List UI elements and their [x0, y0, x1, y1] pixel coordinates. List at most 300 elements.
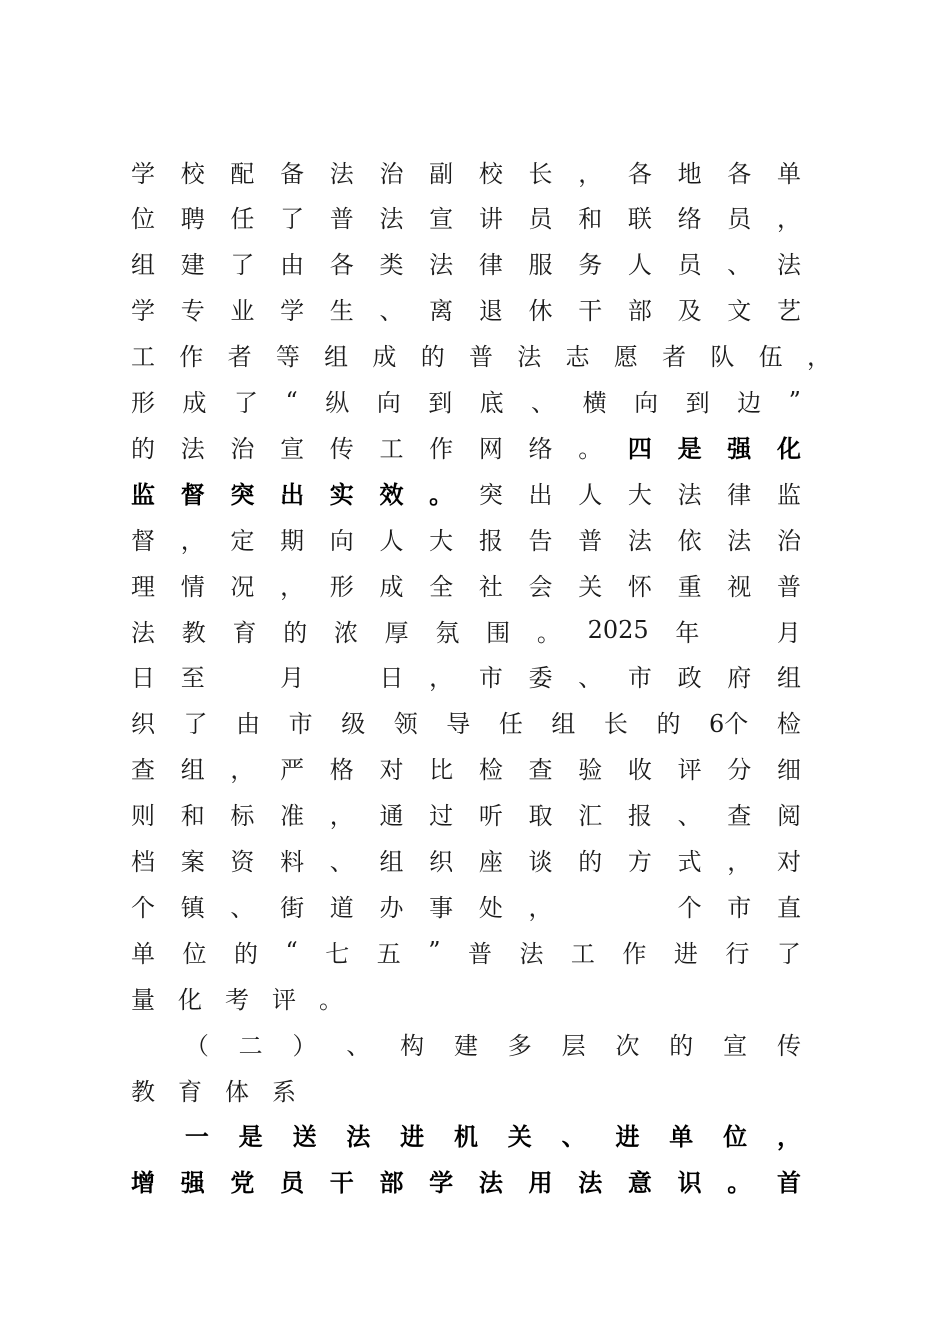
text-glyph: 网: [478, 434, 503, 463]
text-glyph: 组: [180, 756, 205, 785]
text-glyph: 教: [131, 1077, 155, 1106]
text-line: [131, 151, 801, 191]
text-glyph: 和: [578, 205, 603, 234]
text-glyph: 年: [675, 618, 700, 647]
bold-text-glyph: 一: [184, 1122, 209, 1152]
bold-text-glyph: 意: [627, 1168, 652, 1198]
text-glyph: 取: [528, 802, 553, 831]
text-line: [131, 197, 801, 237]
text-glyph: 的: [131, 434, 155, 463]
text-glyph: 个: [677, 893, 702, 922]
text-glyph: 氛: [435, 618, 460, 647]
text-glyph: 依: [677, 526, 702, 555]
text-glyph: 普: [578, 526, 603, 555]
text-line: [131, 518, 801, 558]
text-glyph: 准: [280, 802, 305, 831]
bold-text-glyph: 干: [329, 1168, 354, 1198]
text-glyph: 学: [131, 159, 155, 188]
text-glyph: 作: [429, 434, 454, 463]
text-glyph: 、: [230, 893, 255, 922]
text-glyph: （: [184, 1031, 209, 1060]
bold-text-glyph: 法: [478, 1168, 503, 1198]
text-glyph: 配: [230, 159, 255, 188]
text-glyph: 告: [528, 526, 553, 555]
text-glyph: 的: [420, 343, 445, 372]
text-glyph: ，: [329, 802, 354, 831]
text-glyph: 普: [467, 939, 492, 968]
text-glyph: 系: [272, 1077, 296, 1106]
text-glyph: 细: [776, 756, 801, 785]
text-line: [131, 1115, 801, 1155]
text-glyph: 各: [727, 159, 752, 188]
bold-text-glyph: 、: [561, 1122, 586, 1152]
text-glyph: ）: [292, 1031, 317, 1060]
text-glyph: 组: [324, 343, 349, 372]
text-glyph: 边: [737, 389, 762, 417]
text-glyph: 量: [131, 985, 155, 1014]
text-glyph: 层: [561, 1031, 586, 1060]
text-glyph: 联: [627, 205, 652, 234]
text-glyph: 评: [677, 756, 702, 785]
text-glyph: ，: [230, 756, 255, 785]
text-glyph: 座: [478, 848, 503, 876]
text-glyph: 法: [517, 343, 542, 372]
text-glyph: 育: [232, 618, 257, 647]
bold-text-glyph: 强: [727, 433, 752, 463]
bold-text-glyph: 督: [180, 479, 205, 509]
bold-text-glyph: 识: [677, 1168, 702, 1198]
text-glyph: 学: [280, 297, 305, 326]
text-glyph: 标: [230, 802, 255, 831]
bold-text-glyph: 单: [669, 1122, 694, 1152]
bold-text-glyph: 进: [615, 1122, 640, 1152]
text-glyph: 法: [379, 205, 404, 234]
text-glyph: 法: [727, 526, 752, 555]
text-glyph: 治: [379, 159, 404, 188]
text-glyph: 督: [131, 526, 155, 555]
text-glyph: 成: [372, 343, 397, 372]
text-glyph: 、: [727, 251, 752, 280]
text-glyph: 员: [528, 205, 553, 234]
text-glyph: 退: [478, 297, 503, 326]
text-glyph: ”: [788, 386, 801, 415]
text-glyph: 汇: [578, 802, 603, 831]
text-glyph: 领: [393, 710, 418, 739]
text-glyph: 志: [565, 343, 590, 372]
text-glyph: 对: [379, 756, 404, 785]
bold-text-glyph: 法: [578, 1168, 603, 1198]
text-glyph: 阅: [776, 802, 801, 831]
text-glyph: 成: [182, 389, 207, 417]
text-glyph: 。: [536, 618, 561, 647]
bold-text-glyph: 。: [429, 479, 454, 509]
bold-text-glyph: ，: [776, 1122, 801, 1152]
text-line: [131, 1161, 801, 1201]
text-glyph: 长: [603, 710, 628, 739]
text-glyph: 形: [131, 389, 155, 417]
text-glyph: 处: [478, 893, 503, 922]
text-glyph: 向: [329, 526, 354, 555]
text-glyph: 了: [280, 205, 305, 234]
text-glyph: 者: [227, 343, 252, 372]
text-glyph: 等: [275, 343, 300, 372]
text-glyph: 了: [183, 710, 208, 739]
text-line: [131, 335, 831, 375]
text-glyph: 工: [379, 434, 404, 463]
text-glyph: 个: [131, 893, 155, 922]
text-glyph: 日: [379, 664, 404, 693]
text-glyph: 化: [178, 985, 202, 1014]
text-glyph: 道: [329, 893, 354, 922]
bold-text-glyph: 出: [280, 479, 305, 509]
bold-text-glyph: 是: [238, 1122, 263, 1152]
text-glyph: 况: [230, 572, 255, 601]
bold-text-glyph: 化: [776, 433, 801, 463]
text-glyph: 政: [677, 664, 702, 693]
text-glyph: 谈: [528, 848, 553, 876]
text-glyph: 育: [178, 1077, 202, 1106]
text-glyph: 建: [180, 251, 205, 280]
bold-text-glyph: 学: [429, 1168, 454, 1198]
text-glyph: 行: [725, 939, 750, 968]
text-glyph: 检: [776, 710, 801, 739]
bold-text-glyph: 监: [131, 479, 155, 509]
text-glyph: 文: [727, 297, 752, 326]
text-glyph: 的: [656, 710, 681, 739]
text-glyph: 各: [329, 251, 354, 280]
text-glyph: 直: [776, 893, 801, 922]
text-glyph: 听: [478, 802, 503, 831]
bold-text-glyph: 关: [507, 1122, 532, 1152]
bold-text-glyph: 。: [727, 1168, 752, 1198]
text-glyph: 离: [429, 297, 454, 326]
text-glyph: 任: [230, 205, 255, 234]
text-glyph: 市: [288, 710, 313, 739]
text-glyph: 校: [478, 159, 503, 188]
text-glyph: 月: [776, 618, 801, 647]
text-glyph: 对: [776, 848, 801, 876]
text-glyph: 队: [710, 343, 735, 372]
bold-text-glyph: 四: [627, 433, 652, 463]
text-glyph: 纵: [325, 389, 350, 417]
text-glyph: 考: [225, 985, 249, 1014]
text-glyph: 料: [280, 848, 305, 876]
text-glyph: 学: [131, 297, 155, 326]
text-glyph: 组: [379, 848, 404, 876]
text-line: [131, 289, 801, 329]
text-glyph: 资: [230, 848, 255, 876]
bold-text-glyph: 增: [131, 1168, 155, 1198]
text-glyph: ，: [776, 205, 801, 234]
text-glyph: 定: [230, 526, 255, 555]
text-line: [131, 472, 801, 512]
text-glyph: 地: [677, 159, 702, 188]
bold-text-glyph: 效: [379, 479, 404, 509]
text-glyph: 宣: [280, 434, 305, 463]
text-glyph: 聘: [180, 205, 205, 234]
text-glyph: 单: [131, 939, 155, 968]
text-glyph: 人: [379, 526, 404, 555]
text-glyph: 了: [230, 251, 255, 280]
text-glyph: 报: [478, 526, 503, 555]
text-glyph: 络: [677, 205, 702, 234]
text-line: [131, 931, 801, 971]
text-glyph: 大: [627, 480, 652, 509]
text-glyph: 月: [280, 664, 305, 693]
text-glyph: 到: [428, 389, 453, 417]
text-glyph: 治: [776, 526, 801, 555]
text-glyph: 教: [181, 618, 206, 647]
text-line: [131, 1023, 801, 1063]
text-line: [131, 702, 801, 742]
text-glyph: 市: [727, 893, 752, 922]
text-glyph: 的: [578, 848, 603, 876]
text-glyph: 工: [570, 939, 595, 968]
text-glyph: 镇: [180, 893, 205, 922]
text-glyph: 大: [429, 526, 454, 555]
text-glyph: 、: [677, 802, 702, 831]
text-glyph: 评: [272, 985, 296, 1014]
text-glyph: 休: [528, 297, 553, 326]
text-glyph: 体: [225, 1077, 249, 1106]
text-glyph: 市: [478, 664, 503, 693]
text-glyph: 围: [486, 618, 511, 647]
bold-text-glyph: 强: [180, 1168, 205, 1198]
text-line: [131, 977, 801, 1017]
text-glyph: 级: [341, 710, 366, 739]
text-glyph: 形: [329, 572, 354, 601]
text-glyph: 法: [519, 939, 544, 968]
text-glyph: ，: [180, 526, 205, 555]
text-glyph: 位: [131, 205, 155, 234]
text-glyph: 视: [727, 572, 752, 601]
text-glyph: 备: [280, 159, 305, 188]
text-glyph: 会: [528, 572, 553, 601]
text-glyph: 业: [230, 297, 255, 326]
text-glyph: 横: [582, 389, 607, 417]
text-line: [131, 610, 801, 650]
text-line: [131, 1069, 801, 1109]
text-glyph: 分: [727, 756, 752, 785]
text-glyph: 至: [180, 664, 205, 693]
text-glyph: 传: [776, 1031, 801, 1060]
bold-text-glyph: 机: [453, 1122, 478, 1152]
text-glyph: 校: [180, 159, 205, 188]
text-glyph: 建: [453, 1031, 478, 1060]
text-glyph: 重: [677, 572, 702, 601]
text-glyph: 底: [479, 389, 504, 417]
text-glyph: 全: [429, 572, 454, 601]
text-glyph: 日: [131, 664, 155, 693]
text-glyph: 次: [615, 1031, 640, 1060]
text-glyph: 讲: [478, 205, 503, 234]
text-glyph: ，: [806, 343, 831, 372]
text-glyph: 副: [429, 159, 454, 188]
text-glyph: 式: [677, 848, 702, 876]
bold-text-glyph: 首: [776, 1168, 801, 1198]
text-glyph: 。: [578, 434, 603, 463]
bold-text-glyph: 法: [346, 1122, 371, 1152]
text-glyph: 查: [528, 756, 553, 785]
text-glyph: 成: [379, 572, 404, 601]
text-glyph: 理: [131, 572, 155, 601]
bold-text-glyph: 员: [280, 1168, 305, 1198]
text-glyph: 法: [131, 618, 155, 647]
text-glyph: 和: [180, 802, 205, 831]
text-line: [131, 426, 801, 466]
text-line: [131, 243, 801, 283]
text-glyph: 任: [498, 710, 523, 739]
text-glyph: 法: [180, 434, 205, 463]
text-glyph: 七: [325, 939, 350, 968]
text-glyph: 部: [627, 297, 652, 326]
text-glyph: 及: [677, 297, 702, 326]
text-glyph: 织: [131, 710, 155, 739]
bold-text-glyph: 突: [230, 479, 255, 509]
text-glyph: 查: [727, 802, 752, 831]
text-glyph: 的: [233, 939, 258, 968]
text-glyph: 宣: [429, 205, 454, 234]
text-glyph: 位: [182, 939, 207, 968]
text-glyph: 严: [280, 756, 305, 785]
text-glyph: 人: [578, 480, 603, 509]
text-glyph: 普: [468, 343, 493, 372]
text-glyph: 单: [776, 159, 801, 188]
text-glyph: 服: [528, 251, 553, 280]
text-glyph: 法: [429, 251, 454, 280]
text-glyph: 检: [478, 756, 503, 785]
text-glyph: 事: [429, 893, 454, 922]
text-glyph: 员: [727, 205, 752, 234]
bold-text-glyph: 部: [379, 1168, 404, 1198]
text-glyph: 档: [131, 848, 155, 876]
text-glyph: 了: [233, 389, 258, 417]
text-glyph: 务: [578, 251, 603, 280]
text-glyph: 愿: [613, 343, 638, 372]
text-line: [131, 656, 801, 696]
text-glyph: 法: [776, 251, 801, 280]
text-glyph: 人: [627, 251, 652, 280]
text-glyph: 组: [776, 664, 801, 693]
text-glyph: 情: [180, 572, 205, 601]
text-glyph: 律: [478, 251, 503, 280]
text-glyph: 验: [578, 756, 603, 785]
text-glyph: 伍: [758, 343, 783, 372]
text-glyph: 的: [283, 618, 308, 647]
text-glyph: 者: [662, 343, 687, 372]
bold-text-glyph: 送: [292, 1122, 317, 1152]
text-glyph: 浓: [333, 618, 358, 647]
bold-text-glyph: 进: [400, 1122, 425, 1152]
text-glyph: ，: [578, 159, 603, 188]
text-glyph: ，: [280, 572, 305, 601]
text-glyph: 络: [528, 434, 553, 463]
bold-text-glyph: 是: [677, 433, 702, 463]
text-glyph: 厚: [384, 618, 409, 647]
text-glyph: 干: [578, 297, 603, 326]
text-glyph: 通: [379, 802, 404, 831]
text-glyph: 由: [236, 710, 261, 739]
bold-text-glyph: 实: [329, 479, 354, 509]
text-glyph: 法: [329, 159, 354, 188]
text-glyph: 导: [446, 710, 471, 739]
text-glyph: 的: [669, 1031, 694, 1060]
text-glyph: 了: [776, 939, 801, 968]
text-glyph: 市: [627, 664, 652, 693]
text-glyph: 向: [376, 389, 401, 417]
text-line: [131, 885, 801, 925]
text-glyph: 治: [230, 434, 255, 463]
text-glyph: 、: [346, 1031, 371, 1060]
bold-text-glyph: 位: [723, 1122, 748, 1152]
text-glyph: 比: [429, 756, 454, 785]
text-line: [131, 564, 801, 604]
text-glyph: 工: [131, 343, 155, 372]
text-glyph: 突: [478, 480, 503, 509]
text-glyph: 府: [727, 664, 752, 693]
text-glyph: 二: [238, 1031, 263, 1060]
text-glyph: 过: [429, 802, 454, 831]
text-glyph: ，: [429, 664, 454, 693]
text-glyph: 收: [627, 756, 652, 785]
text-glyph: 到: [685, 389, 710, 417]
text-glyph: 报: [627, 802, 652, 831]
text-glyph: 方: [627, 848, 652, 876]
text-glyph: ，: [727, 848, 752, 876]
text-glyph: 、: [379, 297, 404, 326]
text-glyph: 向: [634, 389, 659, 417]
text-glyph: 关: [578, 572, 603, 601]
text-glyph: 宣: [723, 1031, 748, 1060]
text-glyph: 传: [329, 434, 354, 463]
text-glyph: 2025: [587, 616, 649, 644]
text-line: [131, 840, 801, 880]
text-glyph: 监: [776, 480, 801, 509]
text-glyph: 出: [528, 480, 553, 509]
text-glyph: 则: [131, 802, 155, 831]
text-glyph: 格: [329, 756, 354, 785]
text-glyph: 进: [673, 939, 698, 968]
bold-text-glyph: 党: [230, 1168, 255, 1198]
text-glyph: 法: [677, 480, 702, 509]
text-glyph: 员: [677, 251, 702, 280]
text-glyph: 。: [319, 985, 343, 1014]
text-glyph: 、: [578, 664, 603, 693]
text-glyph: 作: [622, 939, 647, 968]
text-glyph: 艺: [776, 297, 801, 326]
text-glyph: 查: [131, 756, 155, 785]
text-glyph: 组: [551, 710, 576, 739]
text-glyph: 6个: [709, 710, 749, 739]
text-glyph: 织: [429, 848, 454, 876]
text-glyph: 组: [131, 251, 155, 280]
text-glyph: ”: [428, 937, 441, 966]
text-line: [131, 381, 801, 421]
text-glyph: 怀: [627, 572, 652, 601]
text-glyph: 由: [280, 251, 305, 280]
text-glyph: 类: [379, 251, 404, 280]
text-glyph: 、: [329, 848, 354, 876]
text-glyph: 各: [627, 159, 652, 188]
text-glyph: 、: [531, 389, 556, 417]
text-glyph: ，: [528, 893, 553, 922]
text-glyph: 普: [329, 205, 354, 234]
text-glyph: 五: [376, 939, 401, 968]
text-glyph: 构: [400, 1031, 425, 1060]
text-glyph: 普: [776, 572, 801, 601]
text-glyph: 委: [528, 664, 553, 693]
text-glyph: 生: [329, 297, 354, 326]
